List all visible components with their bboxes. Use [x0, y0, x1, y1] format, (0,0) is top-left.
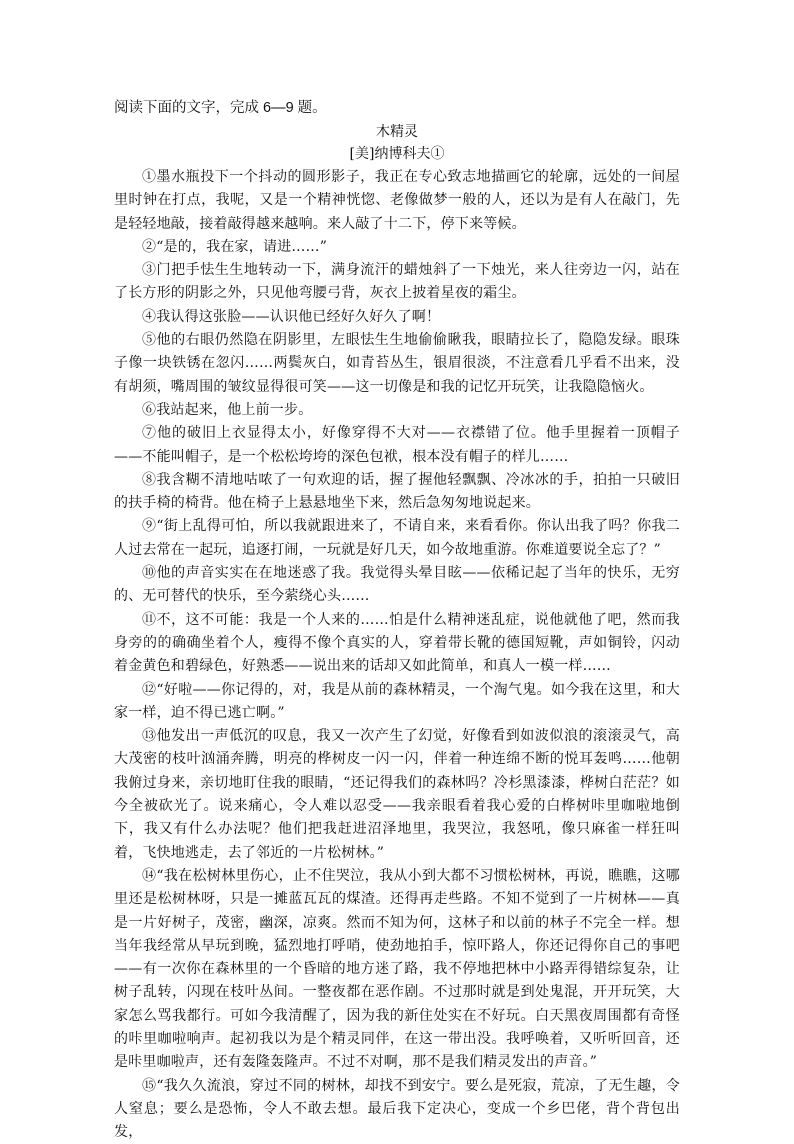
paragraph-1: ①墨水瓶投下一个抖动的圆形影子，我正在专心致志地描画它的轮廓，远处的一间屋里时钟在打点，我呢，又是一个精神恍惚、老像做梦一般的人，还以为是有人在敲门，先是轻轻地敲，接着敲得越来越响。来人敲了十二下，停下来等候。 — [114, 169, 680, 232]
paragraph-3: ③门把手怯生生地转动一下，满身流汗的蜡烛斜了一下烛光，来人往旁边一闪，站在了长方形的阴影之外，只见他弯腰弓背，灰衣上披着星夜的霜尘。 — [114, 262, 680, 302]
paragraph-8: ⑧我含糊不清地咕哝了一句欢迎的话，握了握他轻飘飘、冷冰冰的手，拍拍一只破旧的扶手椅的椅背。他在椅子上悬悬地坐下来，然后急匆匆地说起来。 — [114, 471, 680, 512]
paragraph-11: ⑪不，这不可能：我是一个人来的……怕是什么精神迷乱症，说他就他了吧，然而我身旁的的确确坐着个人，瘦得不像个真实的人，穿着带长靴的德国短靴，声如铜铃，闪动着金黄色和碧绿色，好熟悉——说出来的话却又如此简单，和真人一模一样…… — [114, 611, 680, 675]
paragraph-7: ⑦他的破旧上衣显得太小，好像穿得不大对——衣襟错了位。他手里握着一顶帽子——不能叫帽子，是一个松松垮垮的深色包袱，根本没有帽子的样儿…… — [114, 425, 680, 465]
passage-author: [美]纳博科夫① — [349, 146, 445, 162]
paragraph-15: ⑮“我久久流浪，穿过不同的树林，却找不到安宁。要么是死寂，荒凉，了无生趣，令人窒息；要么是恐怖，令人不敢去想。最后我下定决心，变成一个乡巴佬，背个背包出发， — [114, 1077, 680, 1141]
paragraph-14: ⑭“我在松树林里伤心，止不住哭泣，我从小到大都不习惯松树林，再说，瞧瞧，这哪里还是松树林呀，只是一摊蓝瓦瓦的煤渣。还得再走些路。不知不觉到了一片树林——真是一片好树子，茂密，幽深，凉爽。然而不知为何，这林子和以前的林子不完全一样。想当年我经常从早玩到晚，猛烈地打呼哨，使劲地拍手，惊吓路人，你还记得你自己的事吧——有一次你在森林里的一个昏暗的地方迷了路，我不停地把林中小路弄得错综复杂，让树子乱转，闪现在枝叶丛间。一整夜都在恶作剧。不过那时就是到处鬼混，开开玩笑，大家怎么骂我都行。可如今我清醒了，因为我的新住处实在不好玩。白天黑夜周围都有奇怪的咔里咖啦响声。起初我以为是个精灵同伴，在这一带出没。我呼唤着，又听听回音，还是咔里咖啦声，还有轰隆轰隆声。不过不对啊，那不是我们精灵发出的声音。” — [114, 867, 680, 1071]
paragraph-12: ⑫“好啦——你记得的，对，我是从前的森林精灵，一个淘气鬼。如今我在这里，和大家一样，迫不得已逃亡啊。” — [114, 681, 680, 721]
paragraph-5: ⑤他的右眼仍然隐在阴影里，左眼怯生生地偷偷瞅我，眼睛拉长了，隐隐发绿。眼珠子像一块铁锈在忽闪……两鬓灰白，如青苔丛生，银眉很淡，不注意看几乎看不出来，没有胡须，嘴周围的皱纹显得很可笑——这一切像是和我的记忆开玩笑，让我隐隐恼火。 — [114, 332, 680, 395]
paragraph-4: ④我认得这张脸——认识他已经好久好久了啊！ — [142, 308, 441, 325]
paragraph-2: ②“是的，我在家，请进……” — [142, 238, 328, 255]
paragraph-9: ⑨“街上乱得可怕，所以我就跟进来了，不请自来，来看看你。你认出我了吗？你我二人过去常在一起玩，追逐打闹，一玩就是好几天，如今故地重游。你难道要说全忘了？” — [114, 518, 680, 558]
passage-title: 木精灵 — [376, 124, 418, 140]
question-instruction: 阅读下面的文字，完成 6—9 题。 — [114, 100, 327, 116]
paragraph-10: ⑩他的声音实实在在地迷惑了我。我觉得头晕目眩——依稀记起了当年的快乐，无穷的、无可替代的快乐，至今萦绕心头…… — [114, 565, 680, 605]
paragraph-13: ⑬他发出一声低沉的叹息，我又一次产生了幻觉，好像看到如波似浪的滚滚灵气，高大茂密的枝叶汹涌奔腾，明亮的桦树皮一闪一闪，伴着一种连绵不断的悦耳轰鸣……他朝我俯过身来，亲切地盯住我的眼睛，“还记得我们的森林吗？冷杉黑漆漆，桦树白茫茫？如今全被砍光了。说来痛心，令人难以忍受——我亲眼看着我心爱的白桦树咔里咖啦地倒下，我又有什么办法呢？他们把我赶进沼泽地里，我哭泣，我怒吼，像只麻雀一样狂叫着，飞快地逃走，去了邻近的一片松树林。” — [114, 728, 680, 861]
paragraph-6: ⑥我站起来，他上前一步。 — [142, 401, 313, 418]
reading-passage — [114, 97, 680, 1144]
